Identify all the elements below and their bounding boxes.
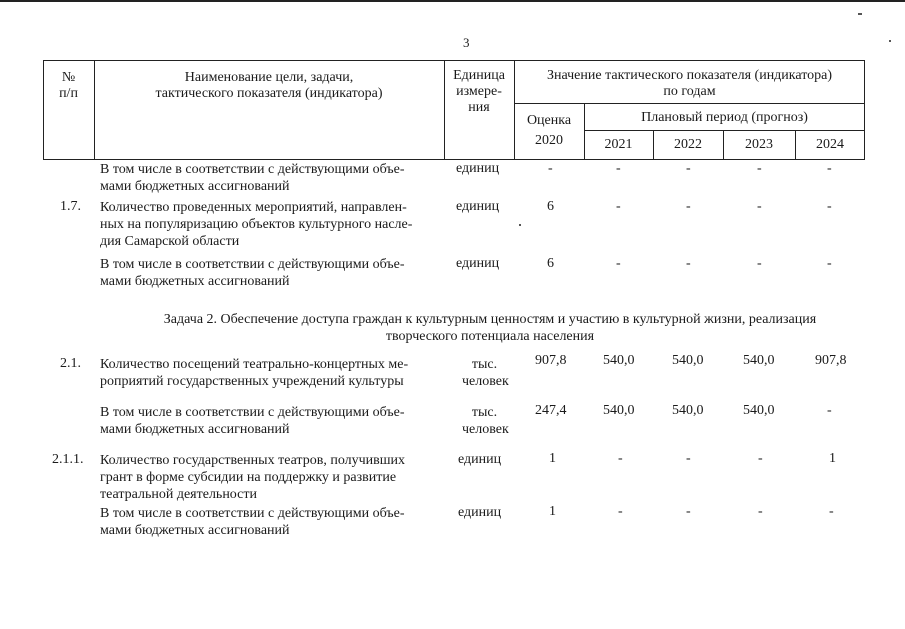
row-3-name: Количество посещений театрально-концертных ме- роприятий государственных учреждений культуры: [100, 357, 409, 389]
row-0-v0: -: [548, 161, 553, 176]
page-number: 3: [463, 35, 470, 50]
header-year-2022: 2022: [674, 137, 702, 152]
row-3-v1: 540,0: [603, 353, 635, 368]
header-col-plan: Плановый период (прогноз): [641, 110, 808, 125]
row-2-v2: -: [686, 256, 691, 271]
scan-edge-line: [0, 0, 905, 2]
row-2-v3: -: [757, 256, 762, 271]
row-5-v3: -: [758, 451, 763, 466]
row-6-v4: -: [829, 504, 834, 519]
header-col-values: Значение тактического показателя (индикатора) по годам: [546, 68, 833, 99]
row-0-name: В том числе в соответствии с действующими объе- мами бюджетных ассигнований: [100, 162, 405, 194]
row-6-v2: -: [686, 504, 691, 519]
row-5-v4: 1: [829, 451, 836, 466]
row-0-unit: единиц: [456, 161, 500, 176]
row-3-v2: 540,0: [672, 353, 704, 368]
row-0-v3: -: [757, 161, 762, 176]
row-5-v0: 1: [549, 451, 556, 466]
header-col-num: № п/п: [59, 70, 78, 101]
row-1-v1: -: [616, 199, 621, 214]
row-0-v2: -: [686, 161, 691, 176]
task-2-heading: Задача 2. Обеспечение доступа граждан к культурным ценностям и участию в культурной жизни, реализация творческого потенциала населения: [163, 312, 817, 344]
row-5-name: Количество государственных театров, получивших грант в форме субсидии на поддержку и развитие театральной деятельности: [100, 453, 406, 502]
row-4-v2: 540,0: [672, 403, 704, 418]
scan-speck: [858, 13, 862, 15]
row-5-v2: -: [686, 451, 691, 466]
row-5-unit: единиц: [458, 452, 502, 467]
row-6-v3: -: [758, 504, 763, 519]
row-4-name: В том числе в соответствии с действующими объе- мами бюджетных ассигнований: [100, 405, 405, 437]
header-col-unit: Единица измере- ния: [453, 68, 505, 115]
header-year-2024: 2024: [816, 137, 844, 152]
row-1-name: Количество проведенных мероприятий, направлен- ных на популяризацию объектов культурного насле- дия Самарской области: [100, 200, 413, 249]
row-1-v2: -: [686, 199, 691, 214]
row-1-v3: -: [757, 199, 762, 214]
row-6-unit: единиц: [458, 505, 502, 520]
row-4-v1: 540,0: [603, 403, 635, 418]
row-1-unit: единиц: [456, 199, 500, 214]
row-0-v4: -: [827, 161, 832, 176]
row-4-v3: 540,0: [743, 403, 775, 418]
scan-speck: [519, 224, 521, 226]
header-year-2023: 2023: [745, 137, 773, 152]
row-1-num: 1.7.: [60, 199, 81, 214]
row-6-v0: 1: [549, 504, 556, 519]
scan-speck: [889, 40, 891, 42]
row-2-v0: 6: [547, 256, 554, 271]
row-3-v3: 540,0: [743, 353, 775, 368]
row-6-v1: -: [618, 504, 623, 519]
header-year-2021: 2021: [604, 137, 633, 152]
row-0-v1: -: [616, 161, 621, 176]
row-4-v0: 247,4: [535, 403, 567, 418]
row-2-name: В том числе в соответствии с действующими объе- мами бюджетных ассигнований: [100, 257, 405, 289]
row-2-unit: единиц: [456, 256, 500, 271]
row-3-num: 2.1.: [60, 356, 81, 371]
row-2-v4: -: [827, 256, 832, 271]
row-2-v1: -: [616, 256, 621, 271]
row-1-v4: -: [827, 199, 832, 214]
row-4-unit: тыс. человек: [462, 405, 509, 437]
header-col-estimate: Оценка 2020: [526, 113, 572, 148]
row-3-v4: 907,8: [815, 353, 847, 368]
row-6-name: В том числе в соответствии с действующими объе- мами бюджетных ассигнований: [100, 506, 405, 538]
row-3-v0: 907,8: [535, 353, 567, 368]
row-1-v0: 6: [547, 199, 554, 214]
row-5-num: 2.1.1.: [52, 452, 84, 467]
row-5-v1: -: [618, 451, 623, 466]
row-4-v4: -: [827, 403, 832, 418]
row-3-unit: тыс. человек: [462, 357, 509, 389]
header-col-name: Наименование цели, задачи, тактического показателя (индикатора): [155, 70, 383, 101]
